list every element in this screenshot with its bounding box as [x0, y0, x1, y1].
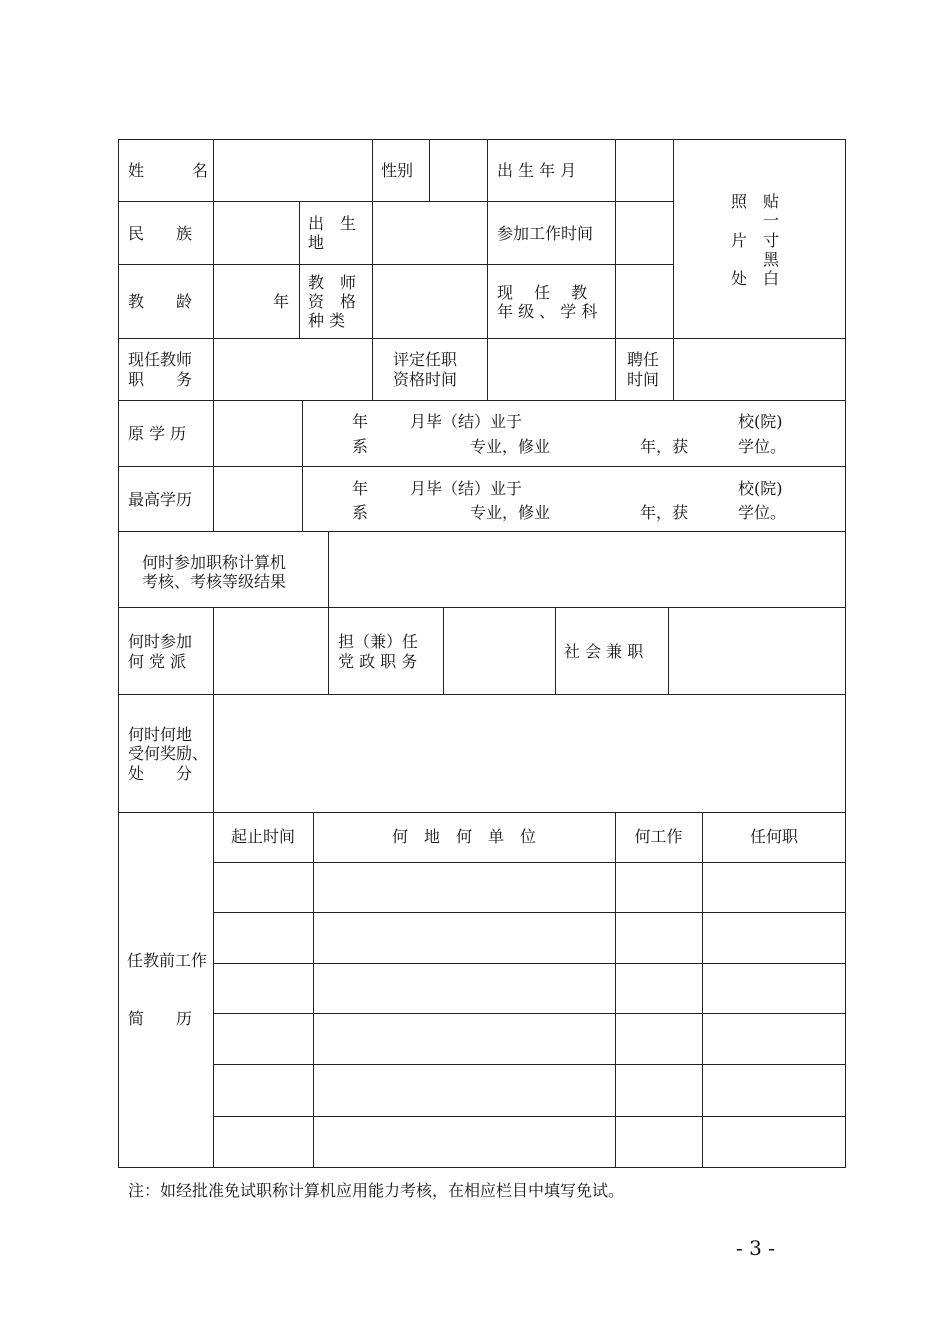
certification-label: 资 格 [308, 292, 357, 311]
education-text: 月毕（结）业于 [410, 412, 523, 431]
current-title-label: 职 务 [128, 370, 193, 389]
col-line [673, 139, 674, 338]
col-line [372, 338, 373, 400]
col-line [443, 607, 444, 694]
col-line [213, 139, 214, 400]
resume-header-position: 任何职 [749, 827, 798, 846]
col-line [313, 812, 314, 1168]
col-line [213, 607, 214, 694]
party-label: 何 党 派 [128, 652, 187, 671]
resume-row-line [213, 1116, 846, 1117]
resume-label: 任教前工作 [127, 951, 208, 970]
col-line [213, 400, 214, 531]
col-line [213, 812, 214, 1168]
page-number: - 3 - [736, 1236, 775, 1260]
col-line [299, 201, 300, 338]
appointment-time-label: 时间 [627, 370, 660, 389]
footnote: 注：如经批准免试职称计算机应用能力考核，在相应栏目中填写免试。 [128, 1181, 625, 1200]
party-post-label: 党 政 职 务 [338, 652, 418, 671]
education-text: 系 [352, 503, 369, 522]
col-line [668, 607, 669, 694]
resume-row-line [213, 1013, 846, 1014]
certification-label: 种 类 [308, 311, 346, 330]
photo-placeholder-line: 黑 [731, 250, 780, 269]
name-label: 姓 名 [128, 161, 209, 180]
resume-header-work: 何工作 [634, 827, 683, 846]
birthplace-label: 地 [308, 233, 325, 252]
col-line [615, 812, 616, 1168]
resume-header-period: 起止时间 [230, 827, 295, 846]
computer-exam-label: 何时参加职称计算机 [142, 553, 287, 572]
resume-row-line [213, 912, 846, 913]
party-label: 何时参加 [128, 632, 193, 651]
ethnicity-label: 民 族 [128, 224, 193, 243]
highest-education-label: 最高学历 [128, 490, 193, 509]
original-education-label: 原 学 历 [128, 424, 187, 443]
education-text: 学位。 [738, 503, 787, 522]
current-title-label: 现任教师 [128, 350, 193, 369]
teaching-years-label: 教 龄 [128, 292, 193, 311]
col-line [372, 201, 373, 338]
row-line [118, 466, 846, 467]
row-line [118, 607, 846, 608]
education-text: 年，获 [640, 437, 689, 456]
row-line [118, 400, 846, 401]
education-text: 年 [352, 412, 369, 431]
photo-placeholder-line: 一 [731, 211, 780, 230]
row-line [118, 812, 846, 813]
col-line [429, 139, 430, 201]
row-line [118, 338, 846, 339]
resume-row-line [213, 862, 846, 863]
row-line [118, 201, 674, 202]
education-text: 系 [352, 437, 369, 456]
grade-subject-label: 现 任 教 [497, 283, 588, 302]
education-text: 学位。 [738, 437, 787, 456]
col-line [328, 607, 329, 694]
awards-label: 处 分 [128, 764, 193, 783]
appointment-time-label: 聘任 [627, 350, 660, 369]
col-line [615, 139, 616, 400]
col-line [302, 400, 303, 531]
gender-label: 性别 [381, 161, 414, 180]
resume-row-line [213, 1064, 846, 1065]
resume-row-line [213, 963, 846, 964]
photo-placeholder-line: 处 白 [731, 269, 780, 288]
col-line [702, 812, 703, 1168]
birth-date-label: 出 生 年 月 [497, 161, 577, 180]
col-line [372, 139, 373, 201]
awards-label: 何时何地 [128, 725, 193, 744]
resume-label: 简 历 [128, 1009, 193, 1028]
row-line [118, 694, 846, 695]
col-line [328, 531, 329, 607]
social-position-label: 社 会 兼 职 [564, 642, 644, 661]
title-eval-time-label: 资格时间 [393, 370, 458, 389]
row-line [118, 264, 674, 265]
education-text: 专业，修业 [470, 503, 551, 522]
col-line [555, 607, 556, 694]
computer-exam-label: 考核、考核等级结果 [142, 572, 287, 591]
education-text: 年，获 [640, 503, 689, 522]
awards-label: 受何奖励、 [128, 744, 209, 763]
col-line [213, 694, 214, 812]
teaching-years-unit: 年 [273, 292, 290, 311]
certification-label: 教 师 [308, 273, 357, 292]
col-line [673, 338, 674, 400]
resume-header-unit: 何 地 何 单 位 [391, 827, 536, 846]
row-line [118, 531, 846, 532]
education-text: 月毕（结）业于 [410, 479, 523, 498]
birthplace-label: 出 生 [308, 214, 357, 233]
education-text: 校(院) [738, 412, 783, 431]
title-eval-time-label: 评定任职 [393, 350, 458, 369]
col-line [487, 139, 488, 400]
photo-placeholder-line: 照 贴 [731, 192, 780, 211]
grade-subject-label: 年 级 、 学 科 [497, 302, 598, 321]
work-start-label: 参加工作时间 [497, 224, 594, 243]
education-text: 年 [352, 479, 369, 498]
party-post-label: 担（兼）任 [338, 632, 419, 651]
education-text: 校(院) [738, 479, 783, 498]
education-text: 专业，修业 [470, 437, 551, 456]
photo-placeholder-line: 片 寸 [731, 231, 780, 250]
